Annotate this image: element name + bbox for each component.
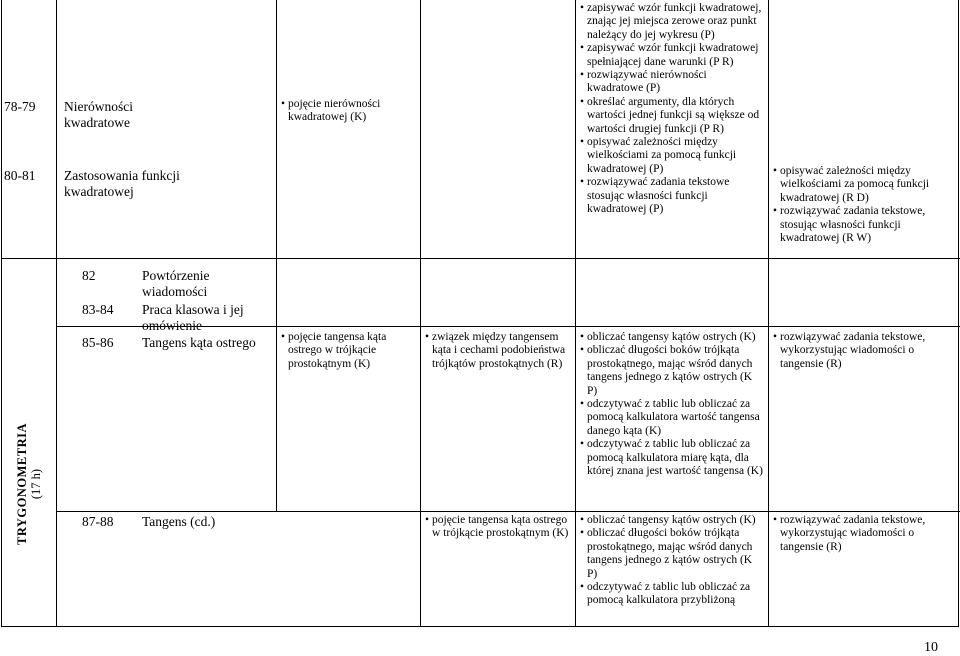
extended-requirements-cell <box>769 0 960 258</box>
lesson-topic: Powtórzenie wiadomości <box>142 268 210 299</box>
extended-requirements-cell <box>769 326 960 511</box>
list-item: • pojęcie tangensa kąta ostrego w trójkącie prostokątnym (K) <box>281 331 416 371</box>
lesson-number: 80-81 <box>4 168 36 183</box>
basic-requirements-list <box>580 514 764 608</box>
extended-requirements-cell <box>769 258 960 326</box>
extended-requirements-list <box>773 514 956 554</box>
list-item: • obliczać długości boków trójkąta prostokątnego, mając wśród danych tangens jednego z kątów ostrych (K P) <box>580 344 764 398</box>
section-hours: (17 h) <box>29 468 43 500</box>
extended-requirements-list <box>773 165 956 245</box>
list-item: • związek między tangensem kąta i cechami podobieństwa trójkątów prostokątnych (R) <box>425 331 571 371</box>
concepts-cell <box>277 326 421 511</box>
section-label <box>14 424 44 544</box>
basic-requirements-list <box>580 331 764 478</box>
basic-requirements-cell <box>576 258 769 326</box>
basic-requirements-cell <box>576 0 769 258</box>
list-item: • rozwiązywać zadania tekstowe, stosując własności funkcji kwadratowej (R W) <box>773 205 956 245</box>
concepts-cell <box>277 0 421 258</box>
section-title: TRYGONOMETRIA <box>15 422 29 546</box>
relations-list <box>425 331 571 371</box>
section-cell <box>2 0 57 258</box>
concepts-list <box>281 331 416 371</box>
lesson-topic: Nierówności kwadratowe <box>64 99 133 130</box>
basic-requirements-cell <box>576 326 769 511</box>
concepts-list <box>281 98 416 125</box>
relations-cell <box>421 258 576 326</box>
relations-cell <box>421 511 576 627</box>
list-item: • obliczać długości boków trójkąta prostokątnego, mając wśród danych tangens jednego z kątów ostrych (K P) <box>580 527 764 581</box>
lesson-topic: Zastosowania funkcji kwadratowej <box>64 168 180 199</box>
extended-requirements-cell <box>769 511 960 627</box>
lesson-number: 78-79 <box>4 99 36 114</box>
list-item: • obliczać tangensy kątów ostrych (K) <box>580 514 764 527</box>
relations-list <box>425 514 571 541</box>
list-item: • opisywać zależności między wielkościami za pomocą funkcji kwadratowej (R D) <box>773 165 956 205</box>
basic-requirements-list <box>580 2 764 217</box>
concepts-cell <box>277 258 421 326</box>
lesson-cell <box>57 326 277 511</box>
list-item: • rozwiązywać nierówności kwadratowe (P) <box>580 69 764 96</box>
lesson-number: 87-88 <box>82 514 114 529</box>
relations-cell <box>421 326 576 511</box>
list-item: • odczytywać z tablic lub obliczać za pomocą kalkulatora przybliżoną <box>580 581 764 608</box>
extended-requirements-list <box>773 331 956 371</box>
list-item: • zapisywać wzór funkcji kwadratowej, znając jej miejsca zerowe oraz punkt należący do jej wykresu (P) <box>580 2 764 42</box>
list-item: • pojęcie tangensa kąta ostrego w trójkącie prostokątnym (K) <box>425 514 571 541</box>
list-item: • rozwiązywać zadania tekstowe, wykorzystując wiadomości o tangensie (R) <box>773 514 956 554</box>
list-item: • zapisywać wzór funkcji kwadratowej spełniającej dane warunki (P R) <box>580 42 764 69</box>
list-item: • określać argumenty, dla których wartości jednej funkcji są większe od wartości drugiej funkcji (P R) <box>580 96 764 136</box>
list-item: • pojęcie nierówności kwadratowej (K) <box>281 98 416 125</box>
lesson-topic: Tangens kąta ostrego <box>142 335 256 350</box>
list-item: • rozwiązywać zadania tekstowe, wykorzystując wiadomości o tangensie (R) <box>773 331 956 371</box>
list-item: • obliczać tangensy kątów ostrych (K) <box>580 331 764 344</box>
page-number: 10 <box>924 640 938 655</box>
basic-requirements-cell <box>576 511 769 627</box>
lesson-topic: Tangens (cd.) <box>142 514 216 529</box>
list-item: • opisywać zależności między wielkościami za pomocą funkcji kwadratowej (P) <box>580 136 764 176</box>
list-item: • rozwiązywać zadania tekstowe stosując własności funkcji kwadratowej (P) <box>580 176 764 216</box>
lesson-topic: Praca klasowa i jej omówienie <box>142 302 244 333</box>
relations-cell <box>421 0 576 258</box>
list-item: • odczytywać z tablic lub obliczać za pomocą kalkulatora wartość tangensa danego kąta (K) <box>580 398 764 438</box>
lesson-number: 82 <box>82 268 96 283</box>
lesson-number: 83-84 <box>82 302 114 317</box>
list-item: • odczytywać z tablic lub obliczać za pomocą kalkulatora miarę kąta, dla której znana jest wartość tangensa (K) <box>580 438 764 478</box>
lesson-number: 85-86 <box>82 335 114 350</box>
